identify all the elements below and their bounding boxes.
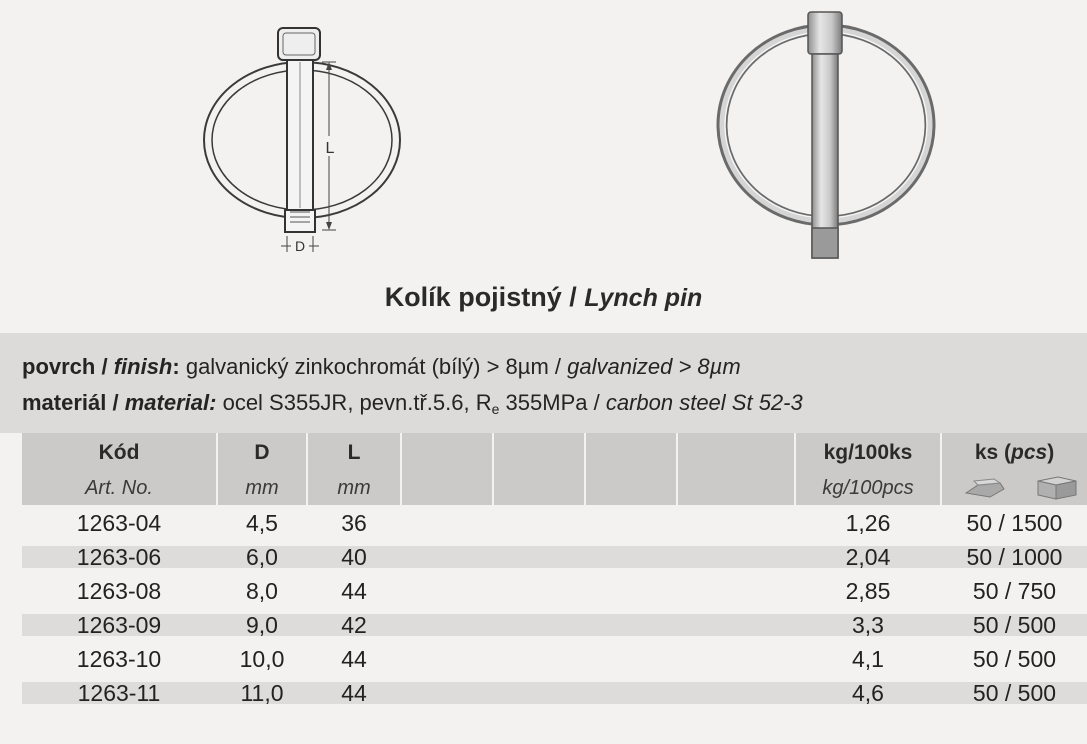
title-cz: Kolík pojistný / [384,282,577,312]
cell-pcs: 50 / 500 [972,612,1057,638]
product-render [722,12,930,258]
finish-label-cz: povrch / [22,354,108,379]
cell-l: 42 [341,612,367,638]
cell-d: 9,0 [246,612,278,638]
finish-value-cz: galvanický zinkochromát (bílý) > 8µm / [185,354,562,379]
cell-pcs: 50 / 750 [972,578,1057,604]
cell-pcs: 50 / 500 [972,646,1057,672]
spec-band [0,333,1087,433]
header-empty-3 [586,433,676,505]
cell-weight: 1,26 [845,510,891,536]
cell-code: 1263-04 [76,510,162,536]
header-pcs-top: ks (pcs) [974,441,1055,464]
header-d-bottom: mm [245,477,279,499]
cell-d: 10,0 [239,646,285,672]
cell-weight: 2,04 [845,544,891,570]
header-weight-bottom: kg/100pcs [822,477,914,499]
cell-weight: 4,6 [852,680,884,706]
cell-d: 4,5 [246,510,278,536]
header-code-bottom: Art. No. [85,477,153,499]
cell-l: 44 [341,646,367,672]
material-value-en: carbon steel St 52-3 [605,390,803,415]
header-l-top: L [347,441,361,464]
cell-weight: 2,85 [845,578,891,604]
cell-l: 44 [341,578,367,604]
product-drawings [0,0,1087,280]
product-title [0,282,1087,313]
dimension-d-label: D [294,238,306,254]
cell-pcs: 50 / 500 [972,680,1057,706]
header-code-top: Kód [98,441,140,464]
carton-box-icon [1034,473,1080,501]
header-code [22,433,216,505]
cell-code: 1263-11 [77,680,161,706]
material-label-cz: materiál / [22,390,119,415]
cell-code: 1263-06 [76,544,162,570]
header-empty-2 [494,433,584,505]
cell-code: 1263-08 [76,578,162,604]
cell-d: 8,0 [246,578,278,604]
dimension-l-label: L [325,140,335,157]
material-value-sub: e [491,401,500,417]
material-line [22,390,803,416]
header-empty-4 [678,433,794,505]
material-value-pre: ocel S355JR, pevn.tř.5.6, R [222,390,492,415]
header-weight-top: kg/100ks [823,441,913,464]
header-l-bottom: mm [337,477,371,499]
cell-weight: 4,1 [852,646,884,672]
cell-l: 40 [341,544,367,570]
cell-weight: 3,3 [852,612,884,638]
header-d-top: D [254,441,270,464]
finish-line: povrch / finish: galvanický zinkochromát (bílý) > 8µm / galvanized > 8µm [22,354,741,379]
small-package-icon [964,477,1006,499]
cell-pcs: 50 / 1000 [966,544,1063,570]
material-label-en: material: [124,390,217,415]
cell-code: 1263-10 [76,646,162,672]
header-weight [796,433,940,505]
cell-d: 6,0 [246,544,278,570]
cell-pcs: 50 / 1500 [966,510,1063,536]
header-empty-1 [402,433,492,505]
cell-d: 11,0 [240,680,284,706]
material-value-post: 355MPa / [505,390,600,415]
finish-value-en: galvanized > 8µm [567,354,741,379]
cell-code: 1263-09 [76,612,162,638]
header-pcs [942,433,1087,505]
cell-l: 36 [341,510,367,536]
technical-drawing [204,28,400,254]
title-en: Lynch pin [584,284,703,312]
header-d [218,433,306,505]
header-l [308,433,400,505]
finish-label-en: finish [113,354,173,379]
cell-l: 44 [341,680,367,706]
